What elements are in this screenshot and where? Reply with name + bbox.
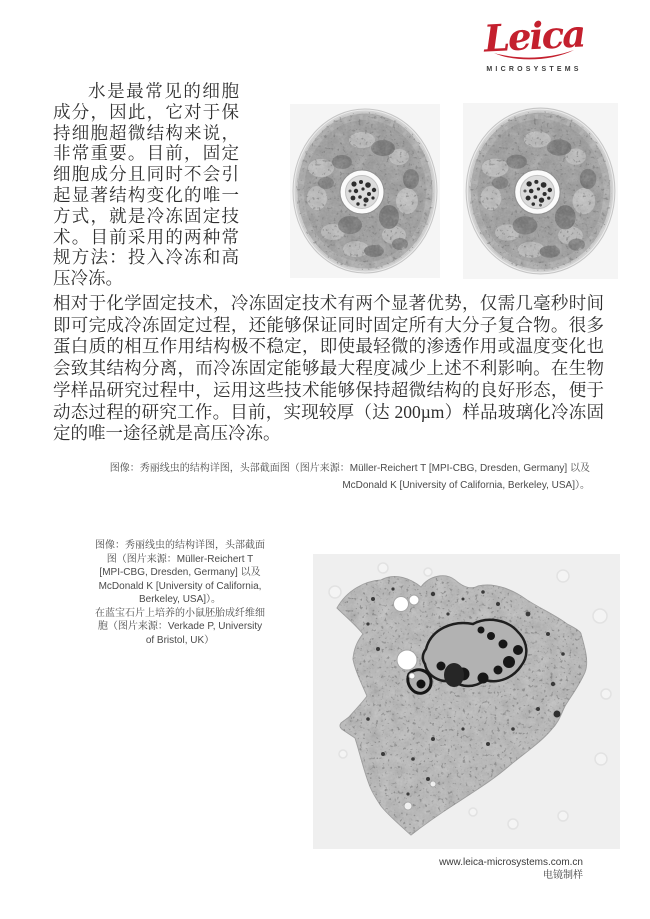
fibroblast-graphic (313, 554, 620, 849)
footer (439, 856, 583, 882)
caption-line: [MPI-CBG, Dresden, Germany] 以及 (99, 567, 261, 578)
caption-line: 图（图片来源：Müller-Reichert T (106, 553, 254, 565)
text-line: 细胞成分且同时不会引 (53, 164, 239, 185)
text-line: 规方法：投入冷冻和高 (53, 247, 239, 268)
fibroblast-tem-image (313, 554, 620, 849)
text-line: 会致其结构分离，而冷冻固定能够最大程度减少上述不利影响。在生物 (53, 358, 604, 379)
website-url: www.leica-microsystems.com.cn (439, 857, 583, 868)
text-line: 成分，因此，它对于保 (53, 101, 239, 122)
leica-microsystems-label: MICROSYSTEMS (486, 66, 582, 73)
worm-cross-section-image-left (290, 104, 440, 278)
worm-tem-right-graphic (463, 103, 618, 279)
caption-line: 胞（图片来源：Verkade P, University (97, 621, 263, 632)
intro-paragraph (53, 81, 239, 289)
leica-logo (480, 11, 588, 73)
leica-wordmark: Leica (482, 11, 586, 61)
text-line: 持细胞超微结构来说， (53, 122, 239, 143)
caption-line: McDonald K [University of California, Berkeley, USA]）。 (342, 480, 590, 491)
text-line: 压冷冻。 (53, 268, 123, 289)
caption-line: 在蓝宝石片上培养的小鼠胚胎成纤维细 (95, 607, 265, 619)
text-line: 方式，就是冷冻固定技 (53, 205, 239, 226)
figure-caption-side (88, 539, 272, 647)
text-line: 术。目前采用的两种常 (53, 226, 239, 247)
text-line: 非常重要。目前，固定 (53, 143, 239, 164)
caption-line: Berkeley, USA]）。 (138, 594, 222, 605)
worm-tem-left-graphic (290, 104, 440, 278)
text-line: 起显著结构变化的唯一 (53, 184, 239, 205)
text-line: 蛋白质的相互作用结构极不稳定，即使最轻微的渗透作用或温度变化也 (53, 336, 604, 357)
text-line: 相对于化学固定技术，冷冻固定技术有两个显著优势，仅需几毫秒时间 (53, 293, 604, 313)
text-line: 水是最常见的细胞 (88, 81, 239, 101)
caption-line: of Bristol, UK） (145, 634, 215, 646)
text-line: 定的唯一途径就是高压冷冻。 (53, 423, 281, 444)
caption-line: 图像：秀丽线虫的结构详图，头部截面图（图片来源：Müller-Reichert T [MPI-CBG, Dresden, Germany] 以及 (109, 463, 590, 474)
caption-line: 图像：秀丽线虫的结构详图，头部截面 (95, 540, 265, 551)
worm-cross-section-image-right (463, 103, 618, 279)
text-line: 动态过程的研究工作。目前，实现较厚（达 200µm）样品玻璃化冷冻固 (53, 401, 604, 422)
figure-caption-top (90, 460, 590, 494)
text-line: 学样品研究过程中，运用这些技术能够保持超微结构的良好形态，便于 (53, 379, 604, 400)
main-paragraph (53, 293, 604, 445)
footer-tagline: 电镜制样 (543, 870, 583, 881)
text-line: 即可完成冷冻固定过程，还能够保证同时固定所有大分子复合物。很多 (53, 314, 604, 335)
caption-line: McDonald K [University of California, (98, 580, 262, 592)
